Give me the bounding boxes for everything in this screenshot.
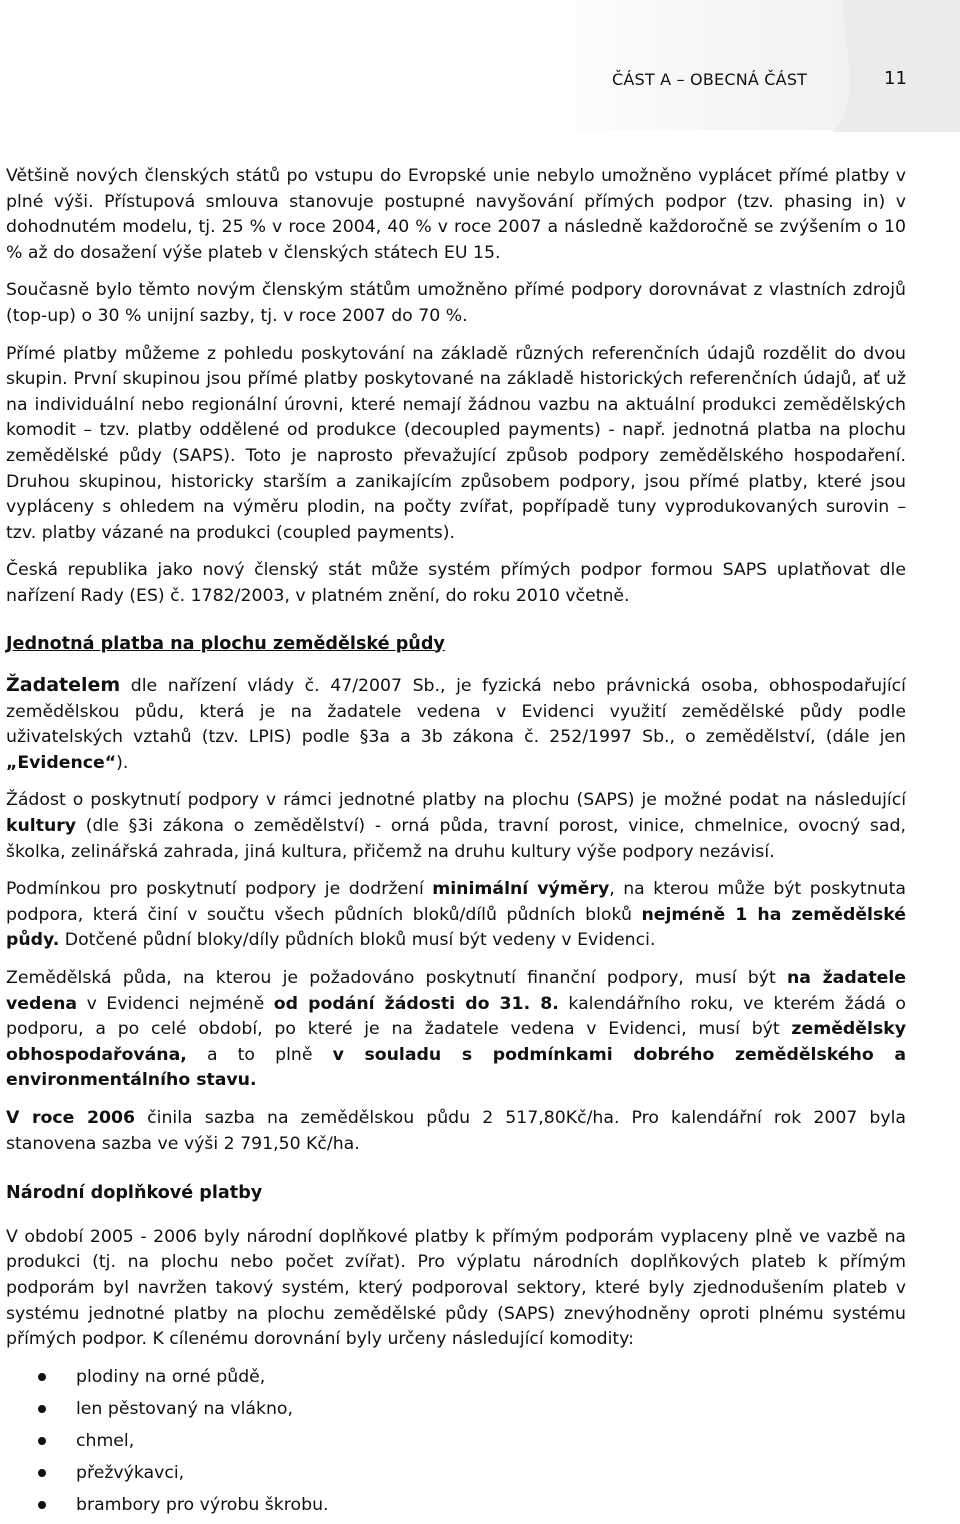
applicant-term: Žadatelem [6,674,121,697]
list-item [6,1393,906,1425]
bullet-icon [38,1437,46,1445]
paragraph-minimum-area [6,877,906,954]
land-d: kalendářního roku, ve kterém žádá o podporu, a po celé období, po které je na žadatele vedena v Evidenci, musí být [6,993,906,1040]
paragraph-national-payments: V období 2005 - 2006 byly národní doplňkové platby k přímým podporám vyplaceny plně ve vazbě na produkci (tj. na plochu nebo počet zvířat). Pro výplatu národních doplňkových plateb k přímým podporám byl navržen takový systém, který podporoval sektory, které byly zjednodušením plateb v systému jednotné platby na plochu zemědělské půdy (SAPS) znevýhodněny oproti plnému systému přímých podpor. K cílenému dorovnání byly určeny následující komodity: [6,1226,906,1350]
header-decoration [832,0,960,132]
list-item-label: přežvýkavci, [76,1462,185,1483]
list-item [6,1489,906,1521]
land-a: Zemědělská půda, na kterou je požadováno poskytnutí finanční podpory, musí být [6,968,787,989]
list-item [6,1425,906,1457]
list-item-label: chmel, [76,1430,135,1451]
paragraph-phasing-in: Většině nových členských států po vstupu do Evropské unie nebylo umožněno vyplácet přímé platby v plné výši. Přístupová smlouva stanovuje postupné navyšování přímých podpor (tzv. phasing in) v dohodnutém modelu, tj. 25 % v roce 2004, 40 % v roce 2007 a následně každoročně se zvýšením o 10 % až do dosažení výše plateb v členských státech EU 15. [6,166,906,263]
applicant-text: dle nařízení vlády č. 47/2007 Sb., je fyzická nebo právnická osoba, obhospodařující zemědělskou půdu, která je na žadatele vedena v Evidenci využití zemědělské půdy podle uživatelských vztahů (tzv. LPIS) podle §3a a 3b zákona č. 252/1997 Sb., o zemědělství, (dále jen [6,676,906,748]
heading-national-payments: Národní doplňkové platby [6,1183,263,1204]
bullet-icon [38,1373,46,1381]
land-e: a to plně [186,1044,333,1065]
paragraph-land-conditions [6,966,906,1094]
list-item [6,1457,906,1489]
min-start: Podmínkou pro poskytnutí podpory je dodržení [6,879,433,900]
land-bold-2: od podání žádosti do 31. 8. [273,993,559,1014]
list-item-label: len pěstovaný na vlákno, [76,1398,294,1419]
cultures-start: Žádost o poskytnutí podpory v rámci jednotné platby na plochu (SAPS) je možné podat na následující [6,790,906,811]
cultures-end: (dle §3i zákona o zemědělství) - orná půda, travní porost, vinice, chmelnice, ovocný sad, školka, zelinářská zahrada, jiná kultura, přičemž na druhu kultury výše podpory nezávisí. [6,816,906,862]
bullet-icon [38,1405,46,1413]
page-number: 11 [884,68,907,89]
paragraph-cultures [6,788,906,865]
land-bold-4: v souladu s podmínkami dobrého zemědělského a environmentálního stavu. [6,1044,906,1091]
heading-saps: Jednotná platba na plochu zemědělské půdy [6,633,445,654]
evidence-term: „Evidence“ [6,752,117,773]
paragraph-czech-saps: Česká republika jako nový členský stát může systém přímých podpor formou SAPS uplatňovat dle nařízení Rady (ES) č. 1782/2003, v platném znění, do roku 2010 včetně. [6,560,906,606]
paragraph-rate [6,1106,906,1157]
section-title: ČÁST A – OBECNÁ ČÁST [612,70,808,89]
min-mid: , na kterou může být poskytnuta podpora, která činí v součtu všech půdních bloků/dílů půdních bloků [6,879,906,925]
land-bold-1: na žadatele vedena [6,968,906,1014]
land-bold-3: zemědělsky obhospodařována, [6,1019,906,1065]
document-body [6,164,906,1521]
paragraph-payment-groups: Přímé platby můžeme z pohledu poskytování na základě různých referenčních údajů rozdělit do dvou skupin. První skupinou jsou přímé platby poskytované na základě historických referenčních údajů, ať už na individuální nebo regionální úrovni, které nemají žádnou vazbu na aktuální produkci zemědělských komodit – tzv. platby oddělené od produkce (decoupled payments) - např. jednotná platba na plochu zemědělské půdy (SAPS). Toto je naprosto převažující způsob podpory zemědělského hospodaření. Druhou skupinou, historicky starším a zanikajícím způsobem podpory, jsou přímé platby, které jsou vypláceny s ohledem na výměru plodin, na počty zvířat, popřípadě tuny vyprodukovaných surovin – tzv. platby vázané na produkci (coupled payments). [6,343,906,543]
list-item-label: plodiny na orné půdě, [76,1366,266,1387]
paragraph-applicant [6,673,906,776]
commodity-list [6,1361,906,1521]
land-c: v Evidenci nejméně [77,993,274,1014]
bullet-icon [38,1501,46,1509]
min-area-term: minimální výměry [432,879,610,900]
applicant-end: ). [116,752,129,773]
rate-text: činila sazba na zemědělskou půdu 2 517,80Kč/ha. Pro kalendářní rok 2007 byla stanovena sazba ve výši 2 791,50 Kč/ha. [6,1108,906,1154]
rate-year: V roce 2006 [6,1108,136,1128]
list-item-label: brambory pro výrobu škrobu. [76,1494,329,1515]
bullet-icon [38,1469,46,1477]
paragraph-top-up: Současně bylo těmto novým členským státům umožněno přímé podpory dorovnávat z vlastních zdrojů (top-up) o 30 % unijní sazby, tj. v roce 2007 do 70 %. [6,280,906,326]
header-background [0,0,960,130]
min-end: Dotčené půdní bloky/díly půdních bloků musí být vedeny v Evidenci. [59,930,656,951]
list-item [6,1361,906,1393]
cultures-term: kultury [6,816,77,837]
min-hectare-term: nejméně 1 ha zemědělské půdy. [6,904,906,951]
